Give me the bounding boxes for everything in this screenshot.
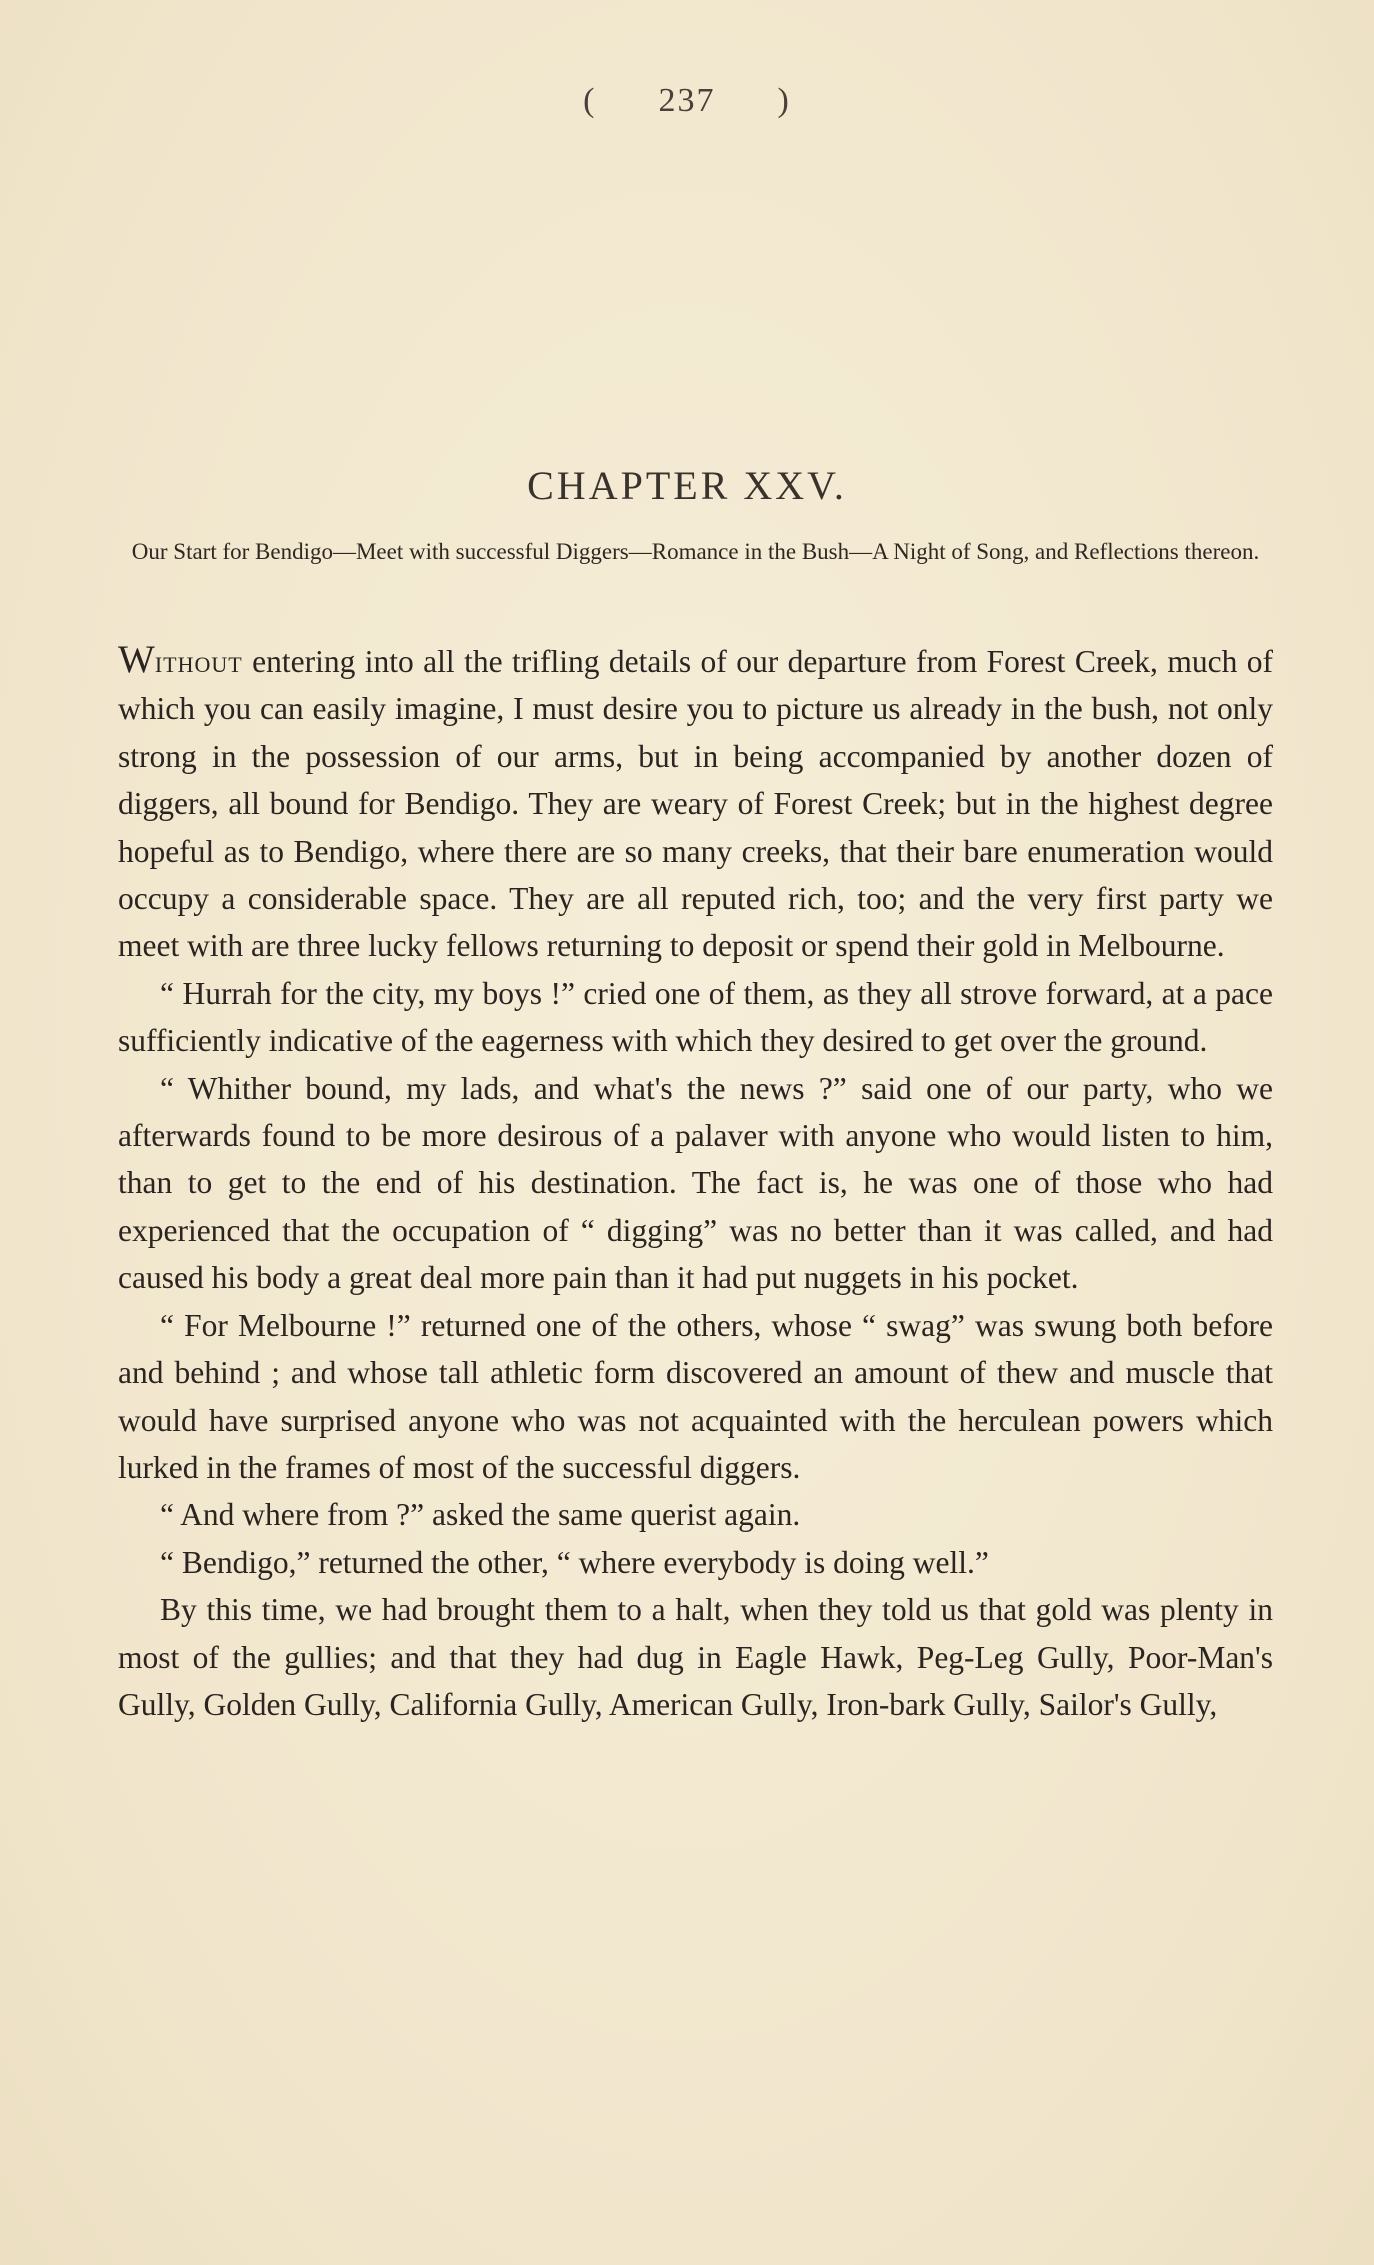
open-paren: (: [583, 82, 597, 119]
paragraph: “ And where from ?” asked the same querist again.: [160, 1497, 801, 1533]
paragraph: “ For Melbourne !” returned one of the others, whose “ swag” was swung both before and behind ; and whose tall athletic form discovered an amount of thew and muscle that would have surprised anyone who was not acquainted with the herculean powers which lurked in the frames of most of the successful diggers.: [118, 1307, 1273, 1485]
close-paren: ): [777, 82, 791, 119]
paragraph: [118, 636, 1273, 970]
body-text: [118, 636, 1273, 1728]
paragraph: “ Whither bound, my lads, and what's the news ?” said one of our party, who we afterwards found to be more desirous of a palaver with anyone who would listen to him, than to get to the end of his destination. The fact is, he was one of those who had experienced that the occupation of “ digging” was no better than it was called, and had caused his body a great deal more pain than it had put nuggets in his pocket.: [118, 1070, 1273, 1296]
paragraph: “ Bendigo,” returned the other, “ where everybody is doing well.”: [160, 1544, 989, 1580]
paragraph: “ Hurrah for the city, my boys !” cried one of them, as they all strove forward, at a pace sufficiently indicative of the eagerness with which they desired to get over the ground.: [118, 975, 1273, 1059]
opening-word: ithout: [154, 644, 243, 679]
chapter-title: CHAPTER XXV.: [527, 463, 847, 508]
page-number: 237: [658, 82, 716, 119]
initial-letter: W: [118, 638, 155, 681]
page-header: [0, 82, 1374, 120]
paragraph: By this time, we had brought them to a halt, when they told us that gold was plenty in most of the gullies; and that they had dug in Eagle Hawk, Peg-Leg Gully, Poor-Man's Gully, Golden Gully, California Gully, American Gully, Iron-bark Gully, Sailor's Gully,: [118, 1592, 1273, 1722]
chapter-summary: Our Start for Bendigo—Meet with successful Diggers—Romance in the Bush—A Night of Song, and Reflections thereon.: [131, 539, 1260, 564]
paragraph-text: entering into all the trifling details of our departure from Forest Creek, much of which you can easily imagine, I must desire you to picture us already in the bush, not only strong in the possession of our arms, but in being accompanied by another dozen of diggers, all bound for Bendigo. They are weary of Forest Creek; but in the highest degree hopeful as to Bendigo, where there are so many creeks, that their bare enumeration would occupy a considerable space. They are all reputed rich, too; and the very first party we meet with are three lucky fellows returning to deposit or spend their gold in Melbourne.: [118, 644, 1273, 964]
